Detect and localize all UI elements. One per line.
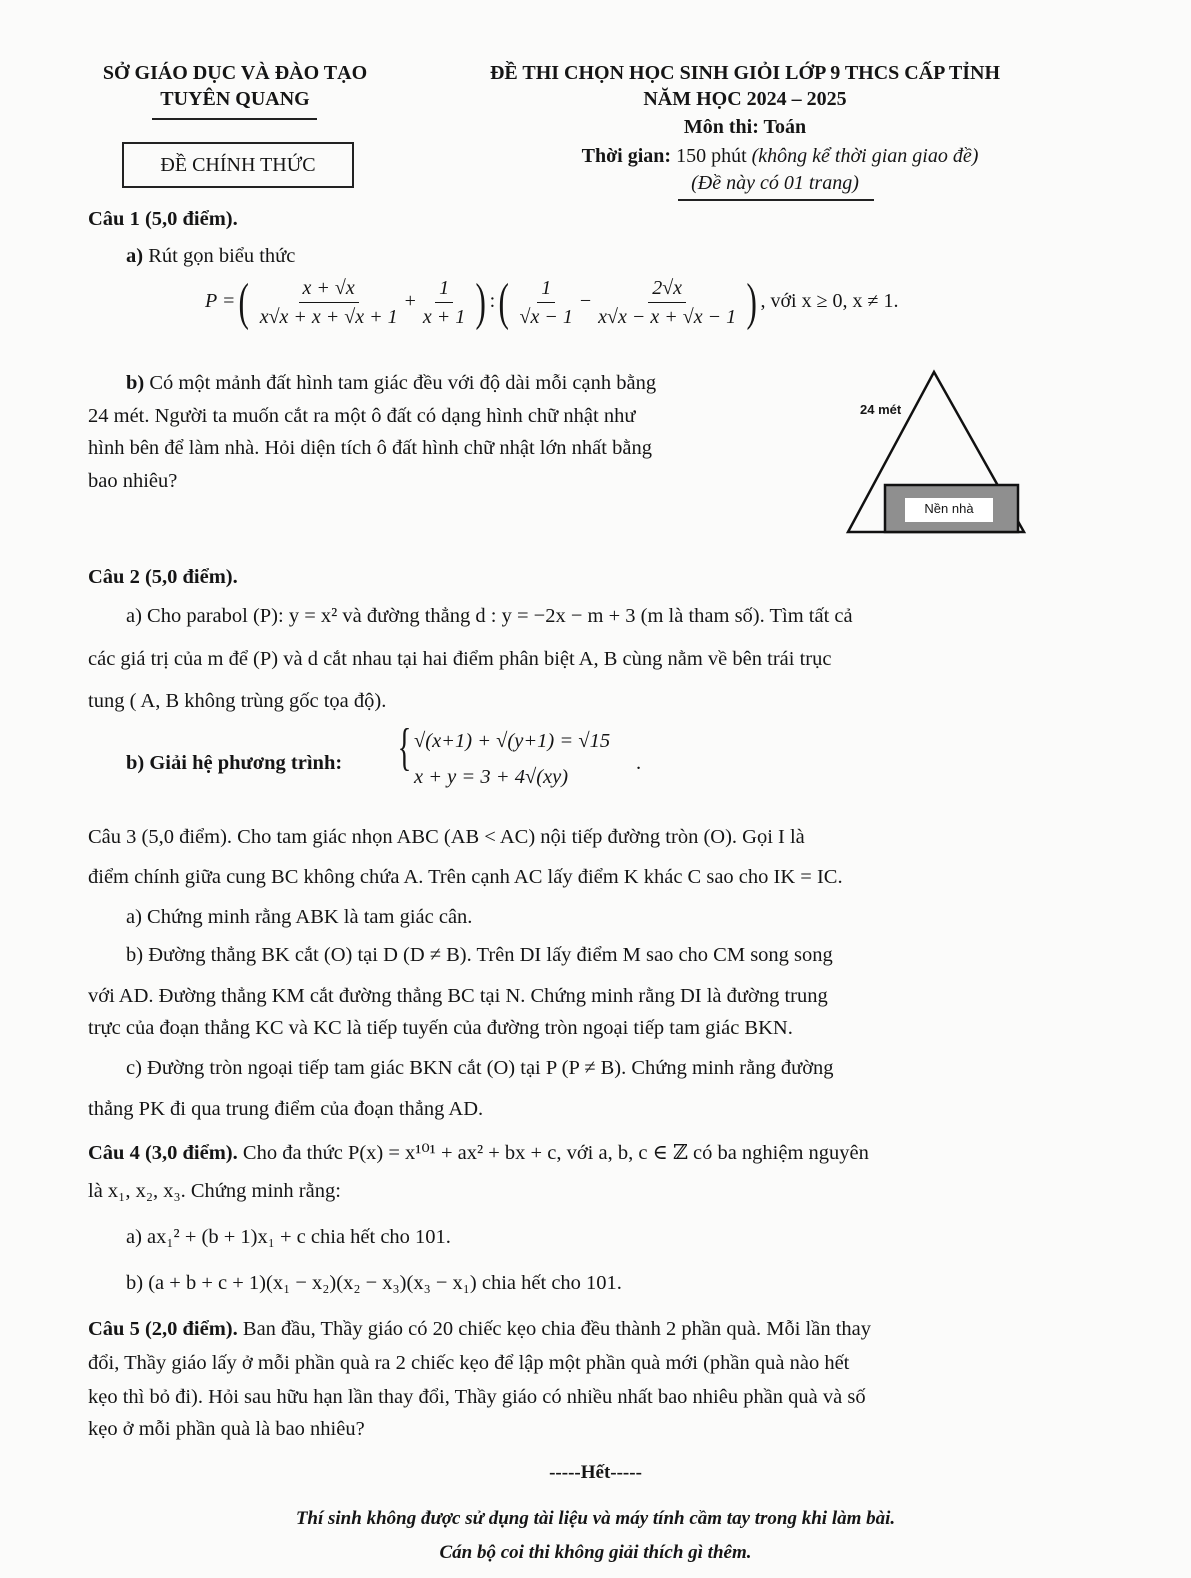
- exam-title: ĐỀ THI CHỌN HỌC SINH GIỎI LỚP 9 THCS CẤP TỈNH: [489, 62, 1001, 84]
- q2a-line-2: các giá trị của m để (P) và d cắt nhau tại hai điểm phân biệt A, B cùng nằm về bên trái trục: [88, 648, 832, 670]
- q4a: a) ax₁² + (b + 1)x₁ + c chia hết cho 101.: [126, 1226, 451, 1248]
- time-label: Thời gian:: [581, 145, 672, 167]
- time-line: [490, 145, 1070, 168]
- time-note: (không kể thời gian giao đề): [751, 145, 979, 167]
- f4-denominator: x√x − x + √x − 1: [598, 306, 737, 328]
- q4-line-2: là x₁, x₂, x₃. Chứng minh rằng:: [88, 1180, 341, 1202]
- q4-title: Câu 4 (3,0 điểm).: [88, 1142, 238, 1164]
- system-end: .: [636, 752, 642, 774]
- q5-title: Câu 5 (2,0 điểm).: [88, 1318, 238, 1340]
- divider-left: [152, 118, 317, 120]
- q1b-line-1: [126, 372, 656, 395]
- op-plus: +: [404, 290, 416, 313]
- subject: Môn thi: Toán: [683, 116, 807, 138]
- q3-line-6: trực của đoạn thẳng KC và KC là tiếp tuyến của đường tròn ngoại tiếp tam giác BKN.: [88, 1017, 793, 1039]
- f1-numerator: x + √x: [299, 276, 359, 303]
- q2a-line-3: tung ( A, B không trùng gốc tọa độ).: [88, 690, 387, 712]
- q3-line-4: b) Đường thẳng BK cắt (O) tại D (D ≠ B). Trên DI lấy điểm M sao cho CM song song: [126, 944, 833, 966]
- q1a-text: [126, 245, 295, 268]
- system-eq-2: x + y = 3 + 4√(xy): [414, 766, 569, 788]
- f3-numerator: 1: [537, 276, 555, 303]
- end-mark: -----Hết-----: [549, 1462, 642, 1483]
- system-brace: {: [397, 719, 412, 776]
- q4b: b) (a + b + c + 1)(x₁ − x₂)(x₂ − x₃)(x₃ − x₁) chia hết cho 101.: [126, 1272, 622, 1294]
- q1a-label: a): [126, 245, 144, 267]
- q5-line-2: đổi, Thầy giáo lấy ở mỗi phần quà ra 2 chiếc kẹo để lập một phần quà mới (phần quà nào hết: [88, 1352, 850, 1374]
- q3-line-2: điểm chính giữa cung BC không chứa A. Trên cạnh AC lấy điểm K khác C sao cho IK = IC.: [88, 866, 843, 888]
- q3-line-5: với AD. Đường thẳng KM cắt đường thẳng BC tại N. Chứng minh rằng DI là đường trung: [88, 985, 828, 1007]
- q2a-line-1: a) Cho parabol (P): y = x² và đường thẳng d : y = −2x − m + 3 (m là tham số). Tìm tất cả: [126, 605, 853, 627]
- q5-line-3: kẹo thì bỏ đi). Hỏi sau hữu hạn lần thay đổi, Thầy giáo có nhiều nhất bao nhiêu phần quà và số: [88, 1386, 866, 1408]
- op-div: :: [489, 290, 496, 313]
- q1b-text-1: Có một mảnh đất hình tam giác đều với độ dài mỗi cạnh bằng: [149, 372, 657, 394]
- f3-denominator: √x − 1: [519, 306, 573, 328]
- q4-line-1: [88, 1140, 869, 1165]
- official-label: ĐỀ CHÍNH THỨC: [160, 154, 316, 176]
- time-value: 150 phút: [676, 145, 747, 167]
- footer-note-2: Cán bộ coi thi không giải thích gì thêm.: [439, 1542, 752, 1563]
- province-name: TUYÊN QUANG: [160, 88, 310, 110]
- system-eq-1: √(x+1) + √(y+1) = √15: [414, 730, 611, 752]
- op-minus: −: [579, 290, 592, 313]
- school-year: NĂM HỌC 2024 – 2025: [643, 88, 847, 110]
- q3-line-8: thẳng PK đi qua trung điểm của đoạn thẳng AD.: [88, 1098, 484, 1120]
- q3-line-7: c) Đường tròn ngoại tiếp tam giác BKN cắt (O) tại P (P ≠ B). Chứng minh rằng đường: [126, 1057, 834, 1079]
- q1b-line-4: bao nhiêu?: [88, 470, 178, 492]
- formula-condition: , với x ≥ 0, x ≠ 1.: [760, 290, 899, 313]
- formula-lhs: P =: [205, 290, 236, 313]
- q3-line-3: a) Chứng minh rằng ABK là tam giác cân.: [126, 906, 473, 928]
- house-label: Nền nhà: [924, 501, 974, 516]
- q1a-body: Rút gọn biểu thức: [148, 245, 296, 267]
- q3-line-1: Câu 3 (5,0 điểm). Cho tam giác nhọn ABC (AB < AC) nội tiếp đường tròn (O). Gọi I là: [88, 826, 805, 848]
- q1b-label: b): [126, 372, 145, 394]
- f1-denominator: x√x + x + √x + 1: [259, 306, 398, 328]
- f4-numerator: 2√x: [648, 276, 686, 303]
- q1-title: Câu 1 (5,0 điểm).: [88, 208, 238, 230]
- f2-numerator: 1: [435, 276, 453, 303]
- department-name: SỞ GIÁO DỤC VÀ ĐÀO TẠO: [102, 62, 368, 84]
- footer-note-1: Thí sinh không được sử dụng tài liệu và máy tính cầm tay trong khi làm bài.: [295, 1508, 896, 1529]
- q1b-line-2: 24 mét. Người ta muốn cắt ra một ô đất có dạng hình chữ nhật như: [88, 405, 636, 427]
- side-label: 24 mét: [860, 402, 902, 417]
- q2-title: Câu 2 (5,0 điểm).: [88, 566, 238, 588]
- q5-line-4: kẹo ở mỗi phần quà là bao nhiêu?: [88, 1418, 365, 1440]
- official-badge: [122, 142, 354, 188]
- q1a-formula: P =( $\frac{x + √x}{x√x + x + √x + 1}$ + $\frac{1}{x + 1}$ ) :( $\frac{1}{√x - 1}$ − $\frac{2√x}{x√x - x + √x - 1}$ ) , với x ≥ 0, x ≠ 1.: [205, 273, 899, 331]
- q5-text-1: Ban đầu, Thầy giáo có 20 chiếc kẹo chia đều thành 2 phần quà. Mỗi lần thay: [242, 1318, 871, 1340]
- q2b-label: b) Giải hệ phương trình:: [126, 752, 343, 774]
- q5-line-1: [88, 1318, 871, 1341]
- q4-text-1: Cho đa thức P(x) = x¹⁰¹ + ax² + bx + c, với a, b, c ∈ ℤ có ba nghiệm nguyên: [242, 1142, 869, 1164]
- divider-right: [678, 199, 874, 201]
- pages-note: (Đề này có 01 trang): [691, 172, 859, 194]
- f2-denominator: x + 1: [422, 306, 466, 328]
- q1b-line-3: hình bên để làm nhà. Hỏi diện tích ô đất hình chữ nhật lớn nhất bằng: [88, 437, 652, 459]
